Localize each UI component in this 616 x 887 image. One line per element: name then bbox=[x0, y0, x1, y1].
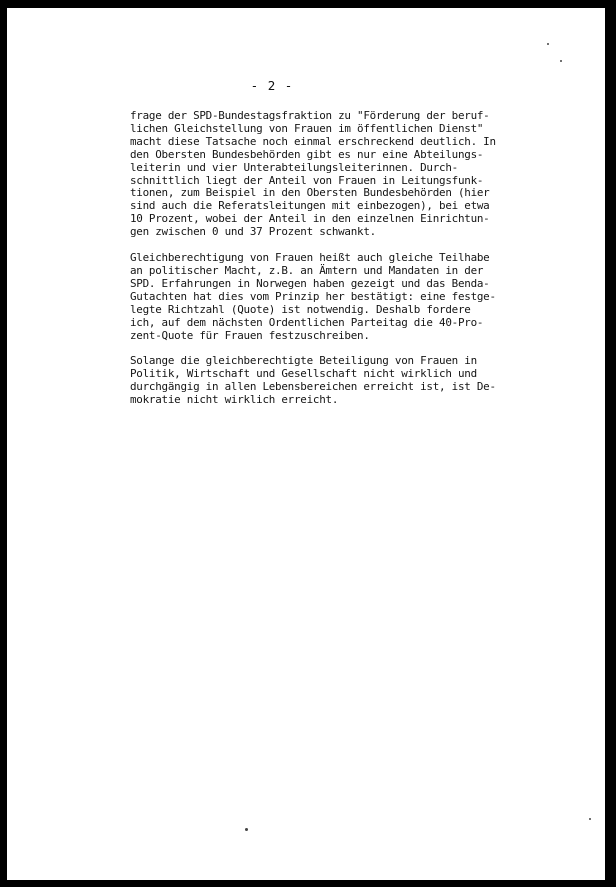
text-line: tionen, zum Beispiel in den Obersten Bundesbehörden (hier bbox=[130, 186, 490, 200]
scan-speck bbox=[245, 828, 248, 831]
paragraph bbox=[130, 252, 550, 342]
text-line: den Obersten Bundesbehörden gibt es nur eine Abteilungs- bbox=[130, 147, 484, 161]
text-line: Solange die gleichberechtigte Beteiligung von Frauen in bbox=[130, 354, 477, 368]
text-line: durchgängig in allen Lebensbereichen erreicht ist, ist De- bbox=[130, 380, 496, 394]
text-line: Gutachten hat dies vom Prinzip her bestätigt: eine festge- bbox=[130, 289, 496, 303]
text-line: mokratie nicht wirklich erreicht. bbox=[130, 393, 339, 407]
paragraph bbox=[130, 355, 550, 407]
text-line: 10 Prozent, wobei der Anteil in den einzelnen Einrichtun- bbox=[130, 212, 490, 226]
text-line: leiterin und vier Unterabteilungsleiterinnen. Durch- bbox=[130, 160, 458, 174]
text-line: Gleichberechtigung von Frauen heißt auch gleiche Teilhabe bbox=[130, 251, 490, 265]
document-page bbox=[7, 8, 605, 880]
text-line: zent-Quote für Frauen festzuschreiben. bbox=[130, 328, 370, 342]
text-line: SPD. Erfahrungen in Norwegen haben gezeigt und das Benda- bbox=[130, 276, 490, 290]
text-line: Politik, Wirtschaft und Gesellschaft nicht wirklich und bbox=[130, 367, 477, 381]
text-line: lichen Gleichstellung von Frauen im öffentlichen Dienst" bbox=[130, 121, 484, 135]
scan-speck bbox=[547, 43, 549, 45]
paragraph bbox=[130, 110, 550, 239]
body-text bbox=[130, 110, 550, 420]
text-line: schnittlich liegt der Anteil von Frauen in Leitungsfunk- bbox=[130, 173, 484, 187]
scan-speck bbox=[560, 60, 562, 62]
text-line: legte Richtzahl (Quote) ist notwendig. Deshalb fordere bbox=[130, 302, 471, 316]
text-line: frage der SPD-Bundestagsfraktion zu "Förderung der beruf- bbox=[130, 109, 490, 122]
page-number: - 2 - bbox=[250, 78, 294, 93]
text-line: ich, auf dem nächsten Ordentlichen Parteitag die 40-Pro- bbox=[130, 315, 484, 329]
text-line: gen zwischen 0 und 37 Prozent schwankt. bbox=[130, 225, 376, 239]
text-line: sind auch die Referatsleitungen mit einbezogen), bei etwa bbox=[130, 199, 490, 213]
text-line: macht diese Tatsache noch einmal erschreckend deutlich. In bbox=[130, 134, 496, 148]
text-line: an politischer Macht, z.B. an Ämtern und Mandaten in der bbox=[130, 263, 484, 277]
scan-speck bbox=[589, 818, 591, 820]
